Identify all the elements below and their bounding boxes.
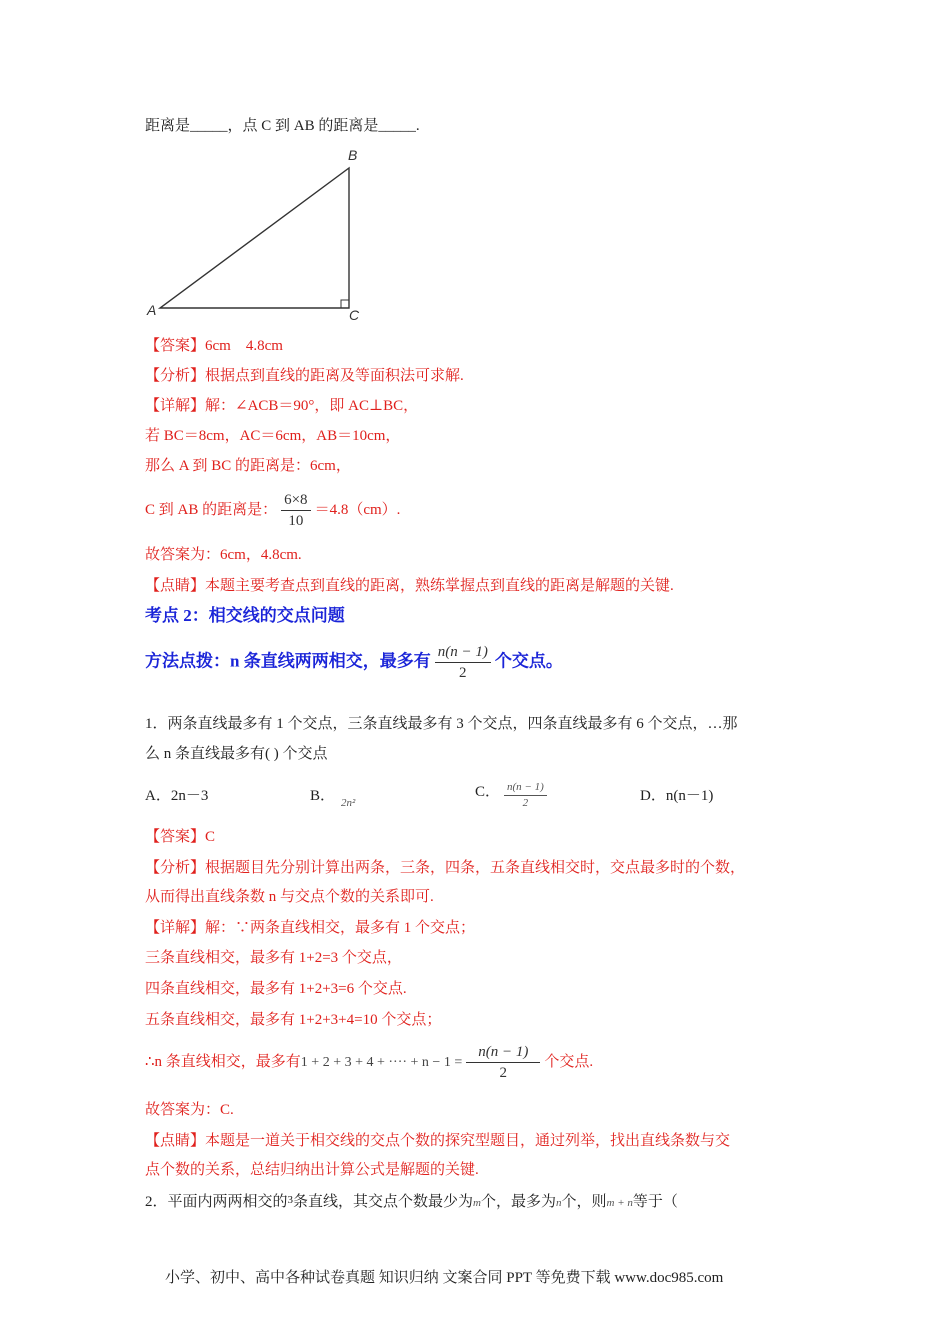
fraction: [435, 642, 491, 683]
detail-line: 五条直线相交，最多有 1+2+3+4=10 个交点；: [145, 1012, 442, 1028]
detail-line: 【详解】解：∵两条直线相交，最多有 1 个交点；: [145, 920, 476, 936]
detail-line: 四条直线相交，最多有 1+2+3=6 个交点.: [145, 981, 407, 997]
numerator: n(n − 1): [435, 642, 491, 663]
expression: 1 + 2 + 3 + 4 + ···· + n − 1 =: [300, 1054, 463, 1070]
options: [145, 780, 845, 816]
analysis-cont: 从而得出直线条数 n 与交点个数的关系即可.: [145, 889, 434, 905]
text: 方法点拨：n 条直线两两相交，最多有: [145, 651, 431, 671]
comment: 【点睛】本题是一道关于相交线的交点个数的探究型题目，通过列举，找出直线条数与交: [145, 1133, 731, 1149]
analysis: 【分析】根据点到直线的距离及等面积法可求解.: [145, 368, 464, 384]
numerator: n(n − 1): [466, 1042, 540, 1063]
final-answer: 故答案为：C.: [145, 1102, 234, 1118]
question-1-cont: 么 n 条直线最多有( ) 个交点: [145, 746, 328, 762]
option-c: C． $\frac{n(n - 1)}{2}$: [475, 780, 551, 811]
comment: 【点睛】本题主要考查点到直线的距离，熟练掌握点到直线的距离是解题的关键.: [145, 578, 674, 594]
fraction: $\frac{n(n - 1)}{2}$: [504, 780, 547, 811]
final-answer: 故答案为：6cm，4.8cm.: [145, 547, 302, 563]
question-1: 1．两条直线最多有 1 个交点，三条直线最多有 3 个交点，四条直线最多有 6 个交点，…那: [145, 716, 738, 732]
option-a: A．2n－3: [145, 788, 209, 804]
vertex-label-c: C: [349, 307, 360, 323]
detail-line-fraction: [145, 490, 400, 531]
text: ∴n 条直线相交，最多有: [145, 1053, 301, 1070]
denominator: 2: [459, 665, 467, 681]
option-d: D．n(n－1): [640, 788, 714, 804]
footer: 小学、初中、高中各种试卷真题 知识归纳 文案合同 PPT 等免费下载 www.doc985.com: [165, 1270, 724, 1286]
question-continuation: 距离是_____，点 C 到 AB 的距离是_____.: [145, 118, 420, 134]
detail-line: 若 BC＝8cm，AC＝6cm，AB＝10cm，: [145, 428, 401, 444]
detail-line: 三条直线相交，最多有 1+2=3 个交点，: [145, 950, 402, 966]
answer: 【答案】C: [145, 829, 216, 845]
answer: 【答案】6cm 4.8cm: [145, 338, 283, 354]
detail-line: 那么 A 到 BC 的距离是：6cm，: [145, 458, 351, 474]
fraction: [466, 1042, 540, 1083]
denominator: 10: [288, 513, 304, 529]
detail-line-fraction: [145, 1042, 593, 1083]
question-2: 2．平面内两两相交的$^3$条直线，其交点个数最少为m个，最多为n个，则m + n等于（: [145, 1194, 678, 1210]
text: 个交点。: [494, 651, 563, 671]
right-triangle-figure: [0, 0, 950, 340]
detail-line: 【详解】解：∠ACB＝90°，即 AC⊥BC，: [145, 398, 419, 414]
option-b: B． $_{2n^2}$: [310, 788, 356, 809]
analysis: 【分析】根据题目先分别计算出两条，三条，四条，五条直线相交时，交点最多时的个数，: [145, 860, 746, 876]
text: ＝4.8（cm）.: [314, 501, 401, 518]
denominator: 2: [499, 1065, 508, 1081]
method-tip: [145, 642, 563, 683]
fraction: [281, 490, 310, 531]
text: C 到 AB 的距离是：: [145, 501, 278, 518]
numerator: 6×8: [281, 490, 310, 511]
comment-cont: 点个数的关系，总结归纳出计算公式是解题的关键.: [145, 1162, 479, 1178]
vertex-label-b: B: [348, 147, 358, 163]
section-heading: 考点 2：相交线的交点问题: [145, 606, 345, 625]
vertex-label-a: A: [147, 302, 157, 318]
text: 个交点.: [544, 1053, 594, 1070]
